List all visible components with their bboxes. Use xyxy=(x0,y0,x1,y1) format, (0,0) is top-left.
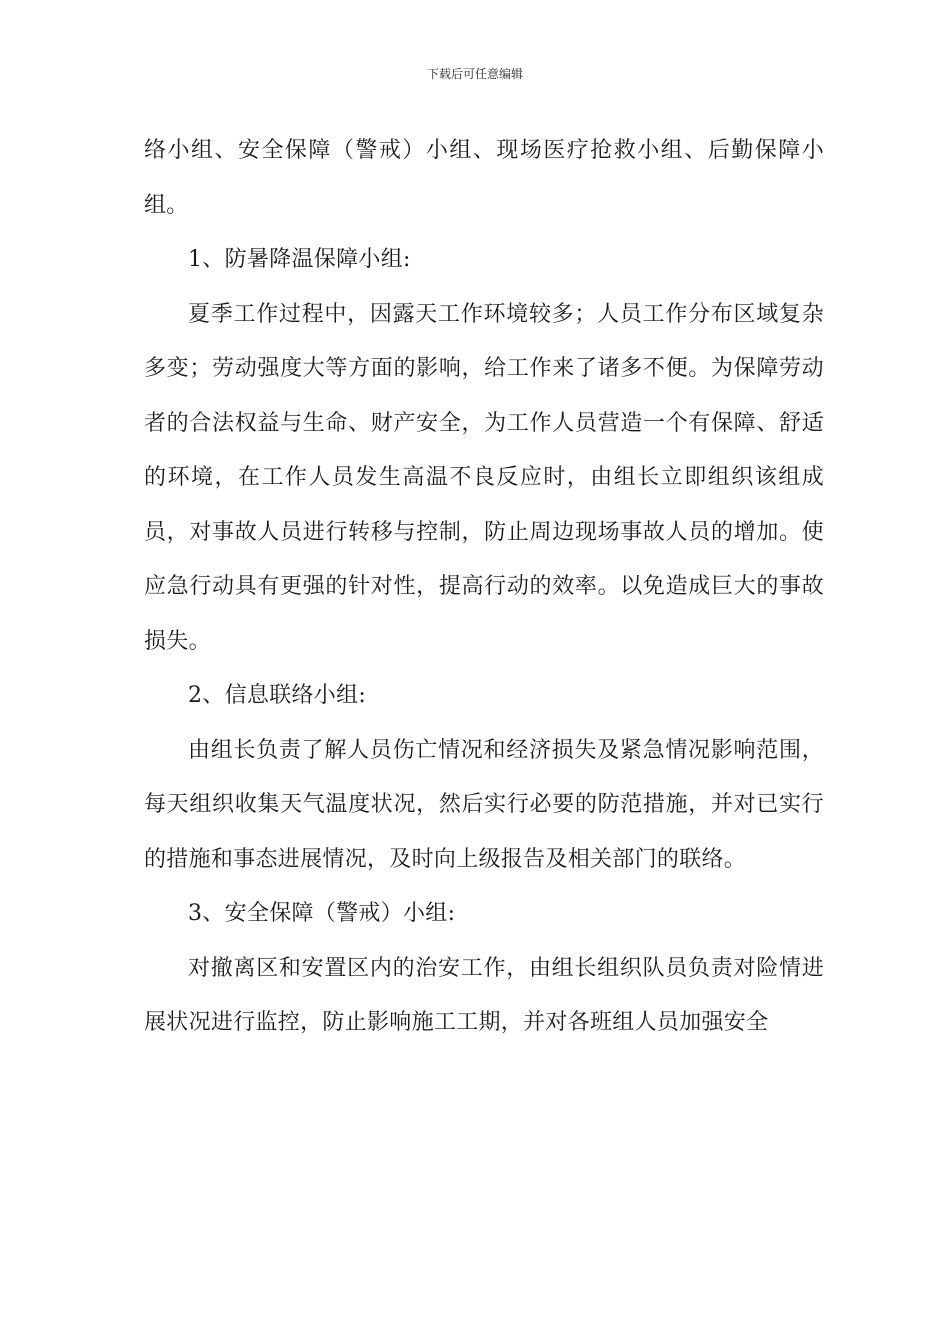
page-header-note: 下载后可任意编辑 xyxy=(426,67,523,81)
section-heading-security-guard: 3、安全保障（警戒）小组: xyxy=(188,901,456,926)
document-body xyxy=(144,124,824,1051)
paragraph-heat-prevention: 夏季工作过程中，因露天工作环境较多；人员工作分布区域复杂多变；劳动强度大等方面的影响，给工作来了诸多不便。为保障劳动者的合法权益与生命、财产安全，为工作人员营造一个有保障、舒适的环境，在工作人员发生高温不良反应时，由组长立即组织该组成员，对事故人员进行转移与控制，防止周边现场事故人员的增加。使应急行动具有更强的针对性，提高行动的效率。以免造成巨大的事故损失。 xyxy=(144,301,824,654)
paragraph-information-liaison: 由组长负责了解人员伤亡情况和经济损失及紧急情况影响范围，每天组织收集天气温度状况，然后实行必要的防范措施，并对已实行的措施和事态进展情况，及时向上级报告及相关部门的联络。 xyxy=(144,737,824,872)
section-heading-heat-prevention: 1、防暑降温保障小组: xyxy=(188,247,411,272)
section-heading-information-liaison: 2、信息联络小组: xyxy=(188,683,367,708)
paragraph-continuation: 络小组、安全保障（警戒）小组、现场医疗抢救小组、后勤保障小组。 xyxy=(144,138,824,218)
paragraph-security-guard: 对撤离区和安置区内的治安工作，由组长组织队员负责对险情进展状况进行监控，防止影响施工工期，并对各班组人员加强安全 xyxy=(144,955,824,1035)
